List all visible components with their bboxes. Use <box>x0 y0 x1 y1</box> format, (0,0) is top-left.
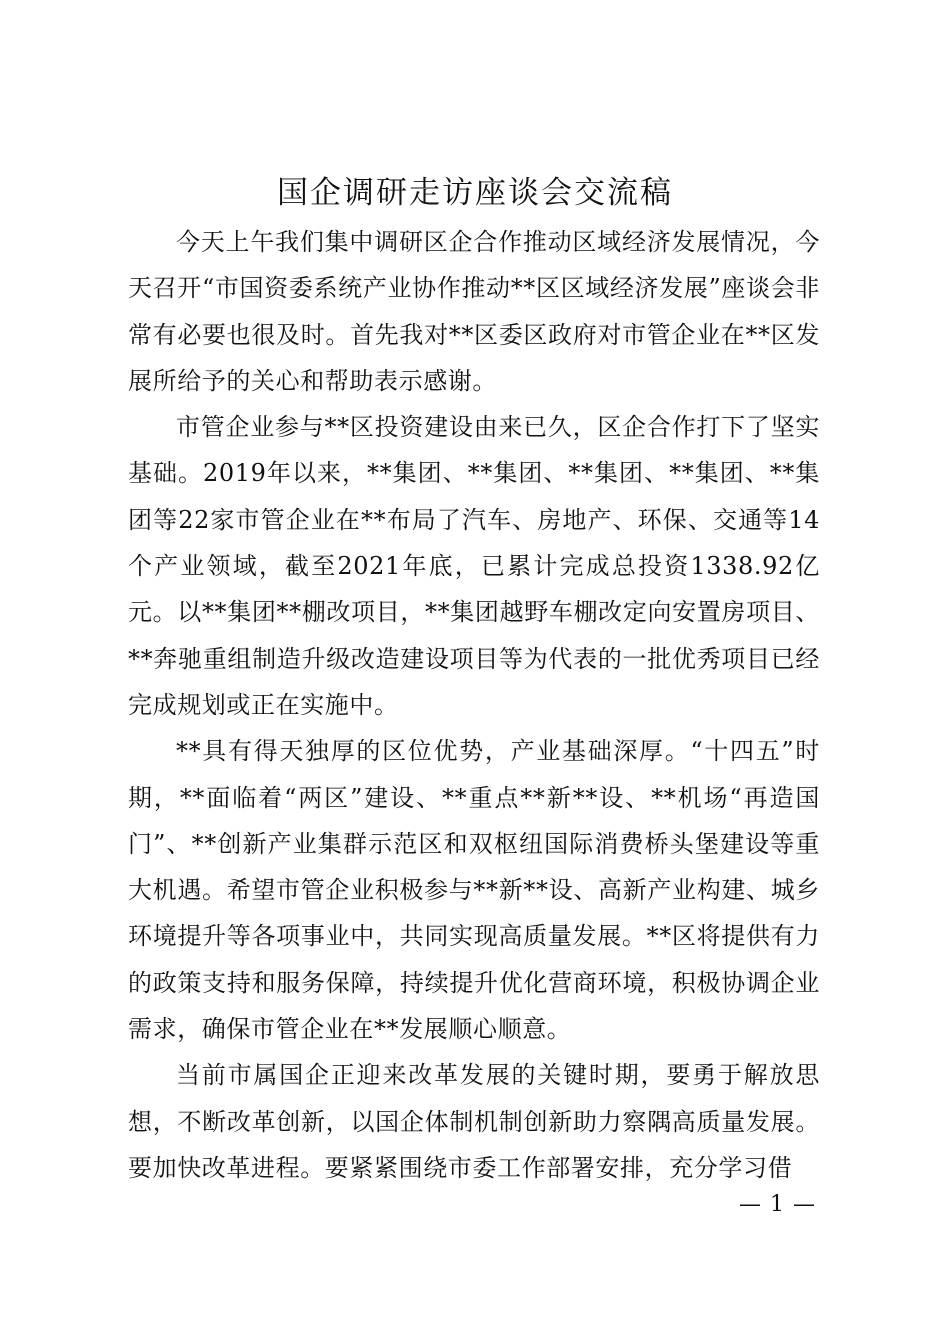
paragraph-2: 市管企业参与**区投资建设由来已久，区企合作打下了坚实基础。2019年以来，**集团、**集团、**集团、**集团、**集团等22家市管企业在**布局了汽车、房地产、环保、交通等14个产业领域，截至2021年底，已累计完成总投资1338.92亿元。以**集团**棚改项目，**集团越野车棚改定向安置房项目、**奔驰重组制造升级改造建设项目等为代表的一批优秀项目已经完成规划或正在实施中。 <box>128 413 820 719</box>
document-title: 国企调研走访座谈会交流稿 <box>277 175 673 211</box>
page-number: — 1 — <box>739 1192 816 1217</box>
paragraph-4: 当前市属国企正迎来改革发展的关键时期，要勇于解放思想，不断改革创新，以国企体制机制创新助力察隅高质量发展。要加快改革进程。要紧紧围绕市委工作部署安排，充分学习借 <box>128 1061 820 1182</box>
paragraph-1: 今天上午我们集中调研区企合作推动区域经济发展情况，今天召开“市国资委系统产业协作推动**区区域经济发展”座谈会非常有必要也很及时。首先我对**区委区政府对市管企业在**区发展所给予的关心和帮助表示感谢。 <box>128 228 820 395</box>
document-body <box>128 219 820 1191</box>
paragraph-3: **具有得天独厚的区位优势，产业基础深厚。“十四五”时期，**面临着“两区”建设、**重点**新**设、**机场“再造国门”、**创新产业集群示范区和双枢纽国际消费桥头堡建设等重大机遇。希望市管企业积极参与**新**设、高新产业构建、城乡环境提升等各项事业中，共同实现高质量发展。**区将提供有力的政策支持和服务保障，持续提升优化营商环境，积极协调企业需求，确保市管企业在**发展顺心顺意。 <box>128 737 820 1044</box>
